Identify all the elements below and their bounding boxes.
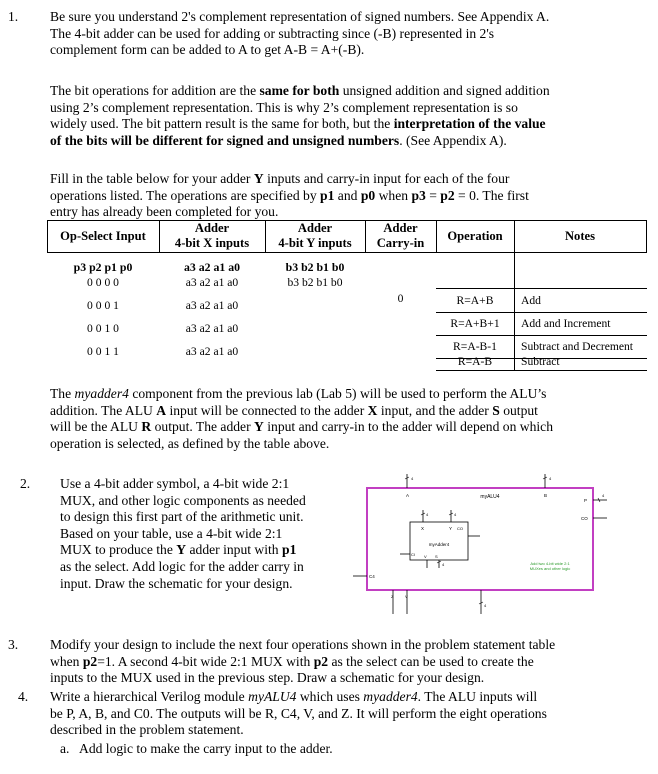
q1-number: 1.: [8, 9, 19, 24]
subheader-y: b3 b2 b1 b0: [285, 260, 345, 274]
svg-text:Z: Z: [391, 594, 394, 599]
svg-text:A: A: [406, 493, 410, 498]
svg-text:V: V: [424, 554, 427, 559]
svg-text:4: 4: [442, 562, 445, 567]
header-adder-y: Adder 4-bit Y inputs: [278, 221, 352, 250]
q4-sub-a-label: a.: [60, 741, 70, 756]
svg-text:myAdder4: myAdder4: [428, 542, 450, 547]
header-carry-in: Adder Carry-in: [376, 221, 425, 250]
svg-text:CO: CO: [581, 516, 588, 521]
header-op-select: Op-Select Input: [60, 229, 146, 243]
header-operation: Operation: [447, 229, 503, 243]
alu-label: myALU4: [480, 494, 500, 500]
svg-text:4: 4: [484, 603, 487, 608]
svg-text:4: 4: [602, 493, 605, 498]
header-notes: Notes: [564, 229, 596, 243]
svg-text:4: 4: [549, 476, 552, 481]
q4-paragraph: Write a hierarchical Verilog module myALU4 which uses myadder4. The ALU inputs will be P, A, B, and C0. The outputs will be R, C4, V, and Z. It will perform the eight operations described in the problem statement.: [50, 689, 547, 738]
schematic-note: Add two 4-bit wide 2:1: [530, 561, 570, 566]
q3-paragraph: Modify your design to include the next four operations shown in the problem statement table when p2=1. A second 4-bit wide 2:1 MUX with p2 as the select can be used to create the inputs to the MUX used in the previous step. Draw a schematic for your design.: [50, 637, 556, 686]
svg-text:4: 4: [426, 512, 429, 517]
header-adder-x: Adder 4-bit X inputs: [174, 221, 250, 250]
svg-text:CI: CI: [411, 552, 415, 557]
alu-schematic: [345, 470, 610, 620]
q1-paragraph-2: The bit operations for addition are the same for both unsigned addition and signed addition using 2’s complement representation. This is why 2’s complement representation is so widely used. The bit pattern result is the same for both, but the interpretation of the value of the bits will be different for signed and unsigned numbers. (See Appendix A).: [50, 83, 550, 148]
operations-table: Op-Select Input Adder 4-bit X inputs Adder 4-bit Y inputs Adder Carry-in Operation Notes p3 p2 p1 p0 a3 a2 a1 a0 b3 b2 b1 b0 0 0 0 0 a3 a2 a1 a0 b3 b2 b1 b0 0 R=A+B Add 0 0 0 1 a3 a2 a1 a0 R=A+B+1 Add and Increment 0 0 1 0 a3 a2 a1 a0 R=A-B-1 Subtract and Decrement 0 0 1 1 a3 a2 a1 a0 R=A-B Subtract: [47, 220, 647, 372]
svg-text:X: X: [421, 526, 425, 531]
svg-text:B: B: [544, 493, 548, 498]
q4-sub-a: Add logic to make the carry input to the adder.: [79, 741, 333, 756]
svg-text:C4: C4: [369, 574, 375, 579]
svg-text:Y: Y: [449, 526, 453, 531]
svg-text:CO: CO: [457, 526, 463, 531]
q3-number: 3.: [8, 637, 19, 652]
svg-text:4: 4: [454, 512, 457, 517]
svg-text:V: V: [405, 594, 408, 599]
q2-paragraph: Use a 4-bit adder symbol, a 4-bit wide 2:1 MUX, and other logic components as needed to design this first part of the arithmetic unit. Based on your table, use a 4-bit wide 2:1 MUX to produce the Y adder input with p1 as the select. Add logic for the adder carry in input. Draw the schematic for your design.: [60, 476, 306, 591]
subheader-x: a3 a2 a1 a0: [183, 260, 241, 274]
q1-paragraph-1: Be sure you understand 2's complement representation of signed numbers. See Appendix A. The 4-bit adder can be used for adding or subtracting since (-B) represented in 2's complement form can be added to A to get A-B = A+(-B).: [50, 9, 550, 58]
svg-text:4: 4: [411, 476, 414, 481]
q2-number: 2.: [20, 476, 31, 491]
q4-number: 4.: [18, 689, 29, 704]
subheader-p: p3 p2 p1 p0: [73, 260, 133, 274]
svg-text:MUXes and other logic: MUXes and other logic: [529, 566, 571, 571]
after-table-paragraph: The myadder4 component from the previous lab (Lab 5) will be used to perform the ALU’s addition. The ALU A input will be connected to the adder X input, and the adder S output will be the ALU R output. The adder Y input and carry-in to the adder will depend on which operation is selected, as defined by the table above.: [50, 386, 554, 451]
svg-text:S: S: [435, 554, 438, 559]
svg-text:P: P: [584, 498, 588, 503]
q1-paragraph-3: Fill in the table below for your adder Y inputs and carry-in input for each of the four operations listed. The operations are specified by p1 and p0 when p3 = p2 = 0. The first entry has already been completed for you.: [50, 171, 529, 220]
alu-block-border: [367, 488, 593, 590]
